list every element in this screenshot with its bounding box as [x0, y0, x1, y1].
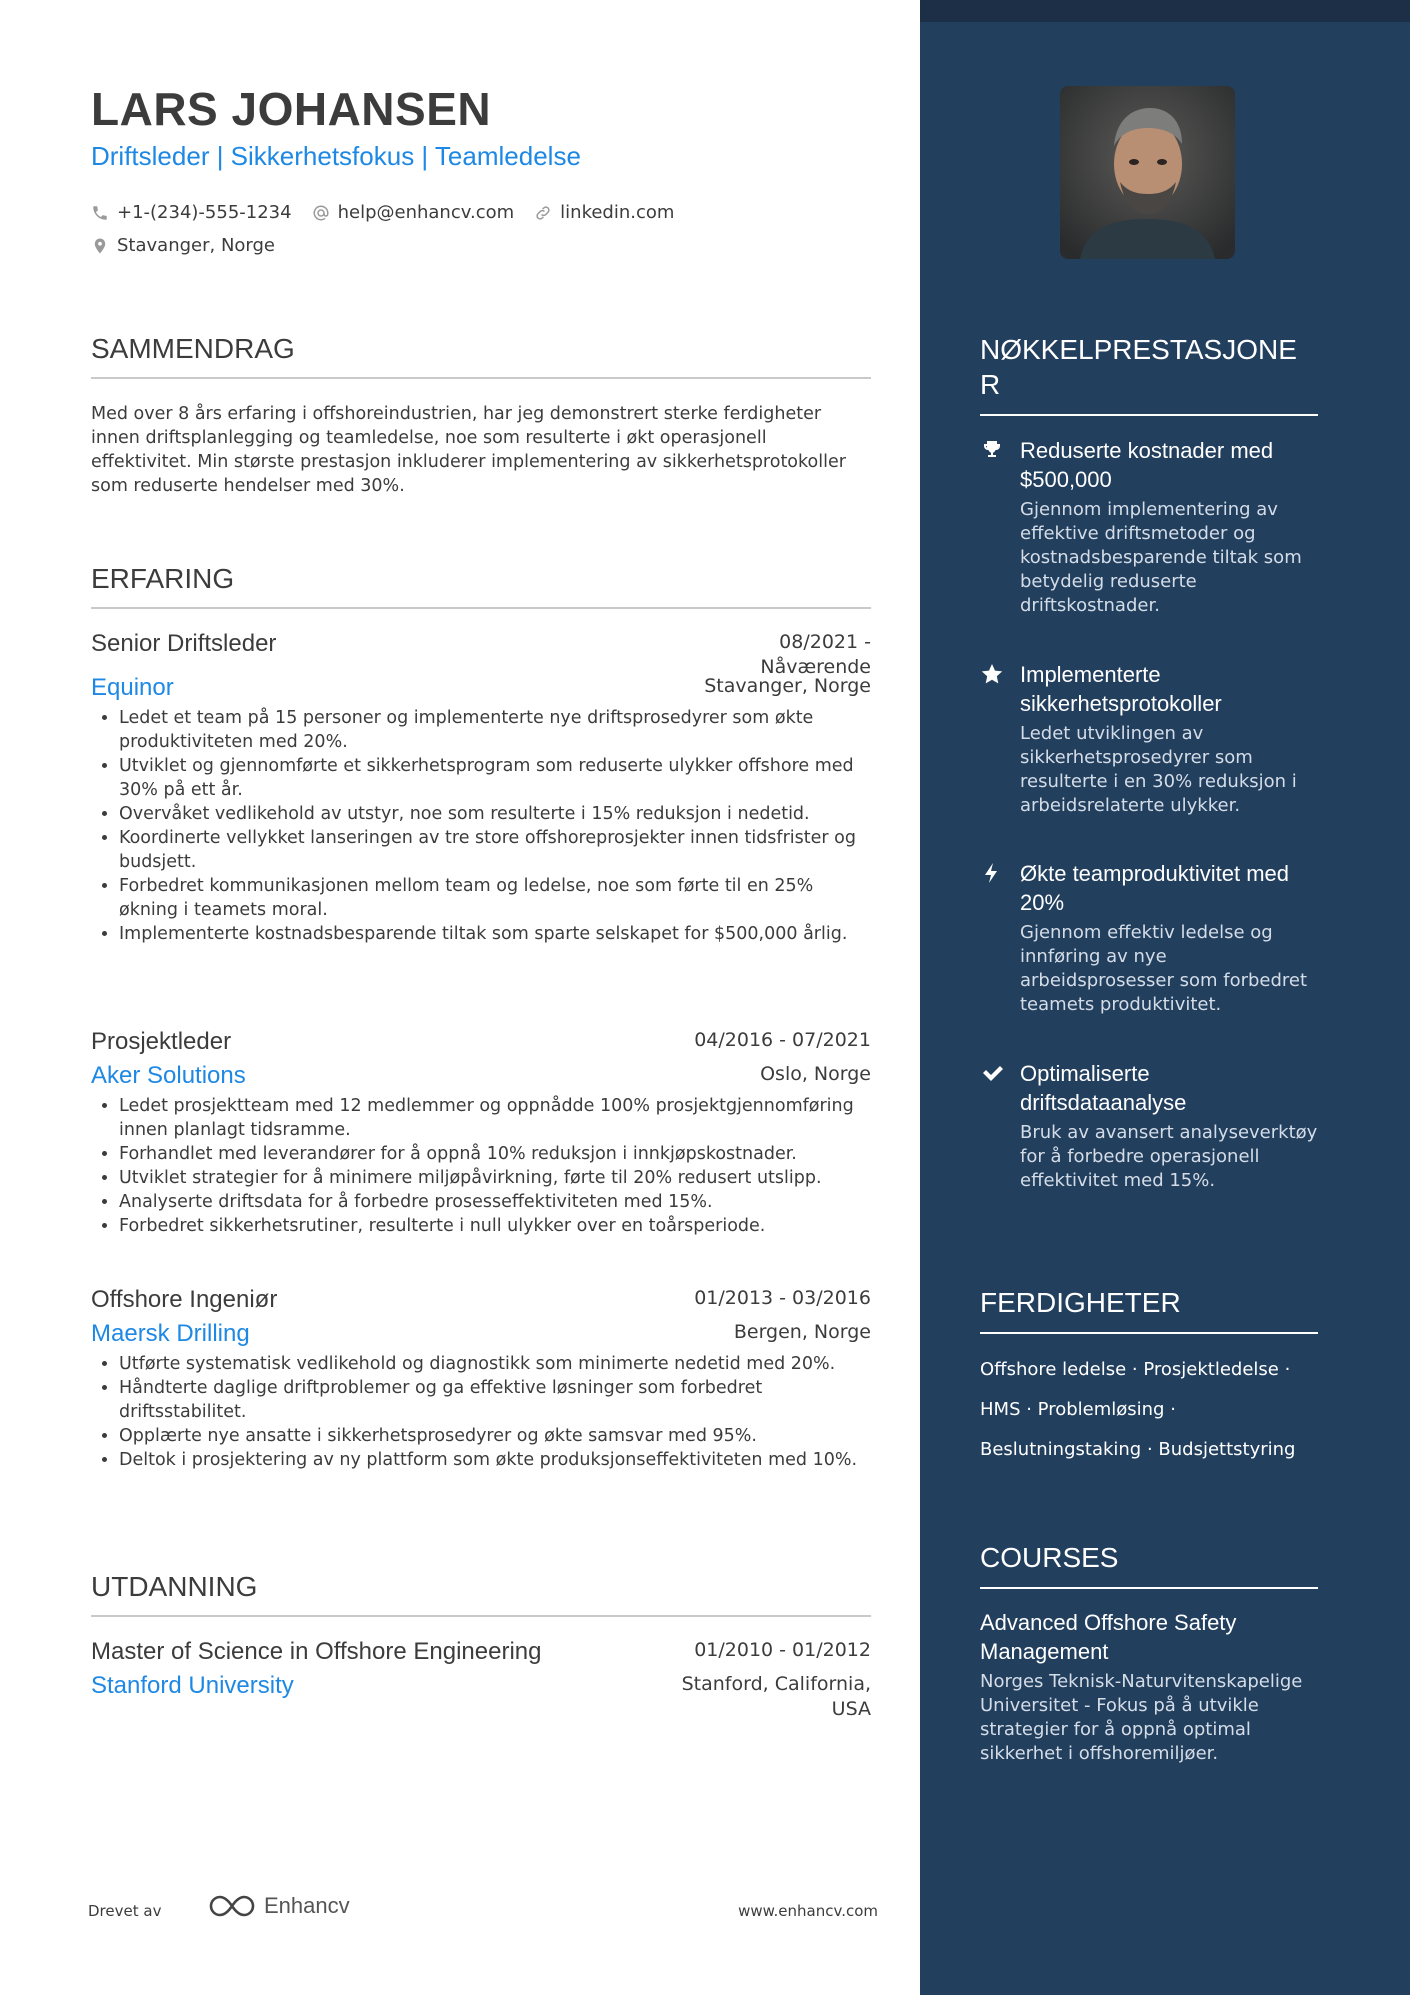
summary-heading: SAMMENDRAG: [91, 333, 871, 379]
job-bullets: [91, 706, 871, 946]
achievement-desc: Bruk av avansert analyseverktøy for å forbedre operasjonell effektivitet med 15%.: [1020, 1122, 1318, 1191]
job-bullets: [91, 1094, 871, 1238]
sidebar-top-bar: [920, 0, 1410, 22]
job-location: Oslo, Norge: [760, 1063, 871, 1085]
location-text: Stavanger, Norge: [117, 235, 276, 256]
list-item: • Utviklet strategier for å minimere miljøpåvirkning, førte til 20% redusert utslipp.: [119, 1166, 871, 1190]
list-item: • Forbedret sikkerhetsrutiner, resulterte i null ulykker over en toårsperiode.: [119, 1214, 871, 1238]
company-name: Maersk Drilling: [91, 1320, 250, 1347]
list-item: • Utviklet og gjennomførte et sikkerhetsprogram som reduserte ulykker offshore med 30% på ett år.: [119, 754, 871, 802]
education-entry: [91, 1638, 871, 1722]
education-location-line: Stanford, California,: [681, 1673, 871, 1695]
enhancv-logo[interactable]: [208, 1893, 350, 1919]
phone-text: +1-(234)-555-1234: [117, 202, 292, 223]
phone-icon: [91, 204, 109, 222]
job-entry: [91, 1286, 871, 1472]
achievement-item: [980, 436, 1320, 618]
job-date-end: Nåværende: [760, 656, 871, 678]
list-item: • Forhandlet med leverandører for å oppnå 10% reduksjon i innkjøpskostnader.: [119, 1142, 871, 1166]
school-name: Stanford University: [91, 1672, 294, 1699]
education-heading: UTDANNING: [91, 1571, 871, 1617]
job-title: Prosjektleder: [91, 1028, 232, 1055]
email-text: help@enhancv.com: [337, 202, 515, 223]
skills-line: Offshore ledelse · Prosjektledelse ·: [980, 1359, 1291, 1380]
achievement-desc: Gjennom implementering av effektive driftsmetoder og kostnadsbesparende tiltak som betydelig reduserte driftskostnader.: [1020, 499, 1302, 616]
candidate-name: LARS JOHANSEN: [91, 83, 492, 135]
achievement-item: [980, 859, 1320, 1017]
achievements-heading-line: R: [980, 369, 1001, 400]
achievement-item: [980, 660, 1320, 818]
skills-line: Beslutningstaking · Budsjettstyring: [980, 1439, 1296, 1460]
skills-list: [980, 1350, 1320, 1470]
list-item: • Analyserte driftsdata for å forbedre prosesseffektiviteten med 15%.: [119, 1190, 871, 1214]
job-date-start: 08/2021 -: [779, 631, 871, 653]
powered-by-label: Drevet av: [88, 1902, 162, 1920]
course-desc: Norges Teknisk-Naturvitenskapelige Universitet - Fokus på å utvikle strategier for å oppnå optimal sikkerhet i offshoremiljøer.: [980, 1671, 1303, 1764]
job-entry: [91, 1028, 871, 1238]
course-title: Advanced Offshore Safety Management: [980, 1610, 1237, 1664]
achievement-desc: Ledet utviklingen av sikkerhetsprosedyrer som resulterte i en 30% reduksjon i arbeidsrelaterte ulykker.: [1020, 723, 1297, 816]
list-item: • Overvåket vedlikehold av utstyr, noe som resulterte i 15% reduksjon i nedetid.: [119, 802, 871, 826]
achievements-heading-line: NØKKELPRESTASJONE: [980, 334, 1297, 365]
experience-heading: ERFARING: [91, 563, 871, 609]
job-entry: [91, 630, 871, 946]
portrait-image: [1060, 86, 1235, 259]
job-location: Stavanger, Norge: [704, 675, 871, 697]
company-name: Equinor: [91, 674, 174, 701]
achievement-title: Reduserte kostnader med $500,000: [1020, 438, 1274, 492]
education-location-line: USA: [831, 1698, 871, 1720]
education-date: 01/2010 - 01/2012: [694, 1639, 871, 1661]
star-icon: [980, 662, 1004, 686]
checkmark-icon: [980, 1061, 1004, 1085]
footer-website[interactable]: www.enhancv.com: [738, 1902, 878, 1920]
achievement-desc: Gjennom effektiv ledelse og innføring av nye arbeidsprosesser som forbedret teamets produktivitet.: [1020, 922, 1308, 1015]
location-pin-icon: [91, 237, 109, 255]
skills-heading: FERDIGHETER: [980, 1285, 1318, 1334]
phone-contact[interactable]: [91, 202, 292, 223]
job-bullets: [91, 1352, 871, 1472]
infinity-logo-icon: [208, 1893, 256, 1919]
list-item: • Deltok i prosjektering av ny plattform som økte produksjonseffektiviteten med 10%.: [119, 1448, 871, 1472]
degree-title: Master of Science in Offshore Engineering: [91, 1638, 542, 1665]
list-item: • Ledet et team på 15 personer og implementerte nye driftsprosedyrer som økte produktiviteten med 20%.: [119, 706, 871, 754]
job-location: Bergen, Norge: [733, 1321, 871, 1343]
list-item: • Opplærte nye ansatte i sikkerhetsprosedyrer og økte samsvar med 95%.: [119, 1424, 871, 1448]
list-item: • Implementerte kostnadsbesparende tiltak som sparte selskapet for $500,000 årlig.: [119, 922, 871, 946]
job-date: [760, 630, 871, 680]
email-contact[interactable]: [312, 202, 515, 223]
linkedin-contact[interactable]: [534, 202, 674, 223]
candidate-title: Driftsleder | Sikkerhetsfokus | Teamledelse: [91, 141, 581, 171]
contact-info: [91, 196, 871, 262]
trophy-icon: [980, 438, 1004, 462]
footer: [88, 1890, 878, 1930]
list-item: • Håndterte daglige driftproblemer og ga effektive løsninger som forbedret driftsstabilitet.: [119, 1376, 871, 1424]
list-item: • Ledet prosjektteam med 12 medlemmer og oppnådde 100% prosjektgjennomføring innen planlagt tidsramme.: [119, 1094, 871, 1142]
summary-text: Med over 8 års erfaring i offshoreindustrien, har jeg demonstrert sterke ferdigheter innen driftsplanlegging og teamledelse, noe som resulterte i økt operasjonell effektivitet. Min største prestasjon inkluderer implementering av sikkerhetsprotokoller som reduserte hendelser med 30%.: [91, 404, 846, 496]
linkedin-text: linkedin.com: [560, 202, 675, 223]
achievement-item: [980, 1059, 1320, 1193]
list-item: • Forbedret kommunikasjonen mellom team og ledelse, noe som førte til en 25% økning i teamets moral.: [119, 874, 871, 922]
profile-photo: [1060, 86, 1235, 259]
company-name: Aker Solutions: [91, 1062, 246, 1089]
achievement-title: Økte teamproduktivitet med 20%: [1020, 861, 1290, 915]
list-item: • Utførte systematisk vedlikehold og diagnostikk som minimerte nedetid med 20%.: [119, 1352, 871, 1376]
job-title: Offshore Ingeniør: [91, 1286, 278, 1313]
at-icon: [312, 204, 330, 222]
skills-line: HMS · Problemløsing ·: [980, 1399, 1176, 1420]
achievement-title: Implementerte sikkerhetsprotokoller: [1020, 662, 1222, 716]
list-item: • Koordinerte vellykket lanseringen av tre store offshoreprosjekter innen tidsfrister og budsjett.: [119, 826, 871, 874]
education-location: [682, 1672, 871, 1722]
achievement-title: Optimaliserte driftsdataanalyse: [1020, 1061, 1187, 1115]
courses-heading: COURSES: [980, 1540, 1318, 1589]
achievements-heading: [980, 332, 1318, 416]
job-date: 01/2013 - 03/2016: [694, 1287, 871, 1309]
link-icon: [534, 204, 552, 222]
brand-name: Enhancv: [264, 1893, 350, 1918]
lightning-icon: [980, 861, 1004, 885]
job-title: Senior Driftsleder: [91, 630, 277, 657]
location-contact: [91, 235, 275, 256]
job-date: 04/2016 - 07/2021: [694, 1029, 871, 1051]
